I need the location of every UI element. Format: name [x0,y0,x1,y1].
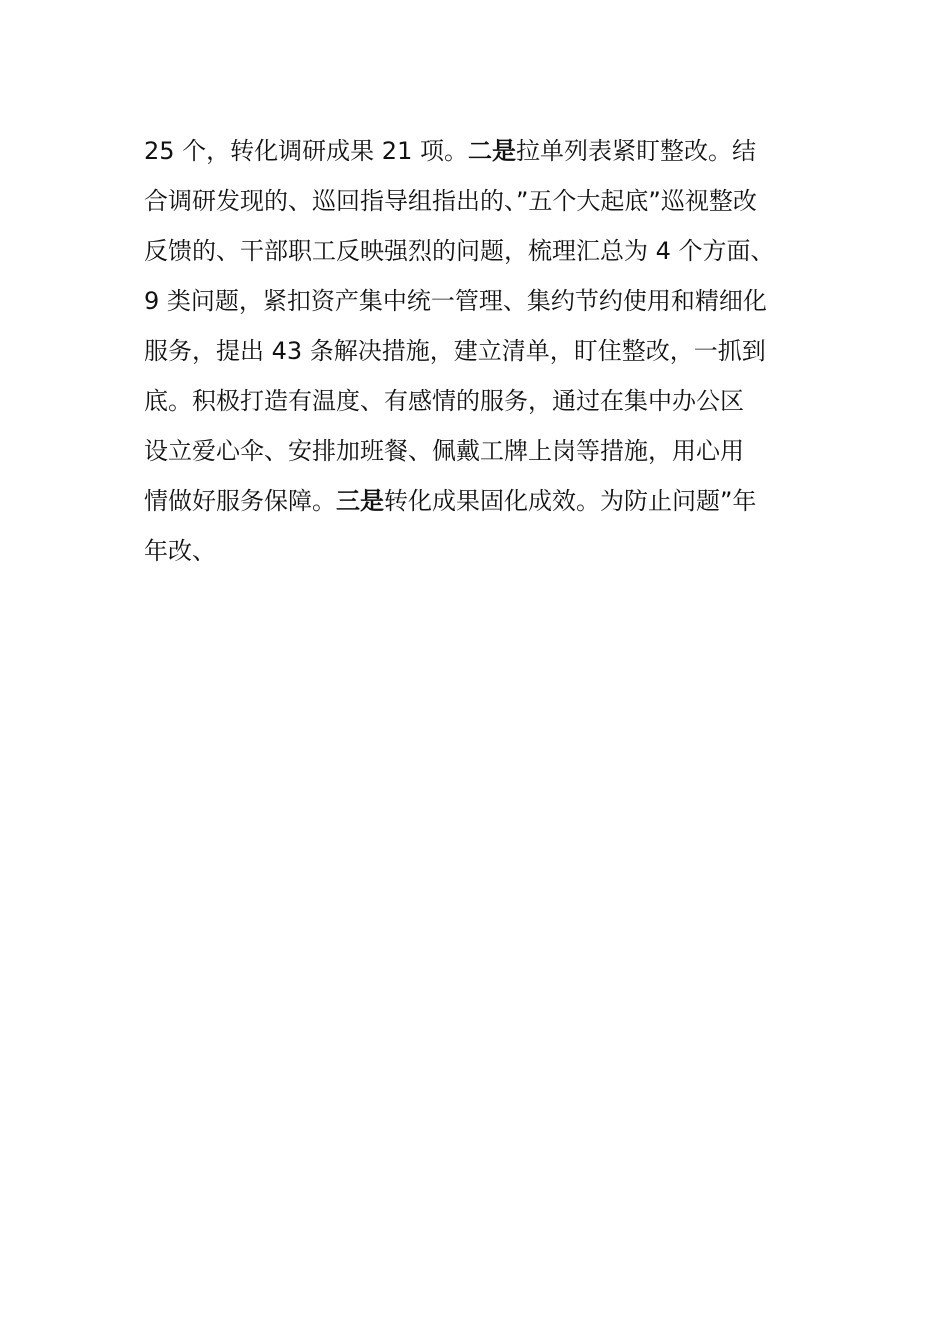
line-text: 9 类问题，紧扣资产集中统一管理、集约节约使用和精细化 [144,287,767,315]
paragraph-line [144,526,816,576]
paragraph-line [144,326,816,376]
paragraph-line [144,476,816,526]
line-text: 转化成果固化成效。为防止问题”年 [384,487,757,515]
line-text: 情做好服务保障。 [144,487,336,515]
paragraph-line [144,376,816,426]
emphasis-label: 三是 [336,487,384,515]
line-text: 合调研发现的、巡回指导组指出的、”五个大起底”巡视整改 [144,187,757,215]
line-text: 服务，提出 43 条解决措施，建立清单，盯住整改，一抓到 [144,337,766,365]
paragraph-line [144,276,816,326]
line-text: 底。积极打造有温度、有感情的服务，通过在集中办公区 [144,387,744,415]
paragraph-line [144,176,816,226]
line-text: 25 个，转化调研成果 21 项。 [144,137,468,165]
body-paragraph [144,126,816,576]
paragraph-line [144,126,816,176]
line-text: 反馈的、干部职工反映强烈的问题，梳理汇总为 4 个方面、 [144,237,775,265]
paragraph-line [144,426,816,476]
line-text: 年改、 [144,537,216,565]
line-text: 拉单列表紧盯整改。结 [515,137,756,165]
emphasis-label: 二是 [467,137,516,165]
line-text: 设立爱心伞、安排加班餐、佩戴工牌上岗等措施，用心用 [144,437,744,465]
paragraph-line [144,226,816,276]
